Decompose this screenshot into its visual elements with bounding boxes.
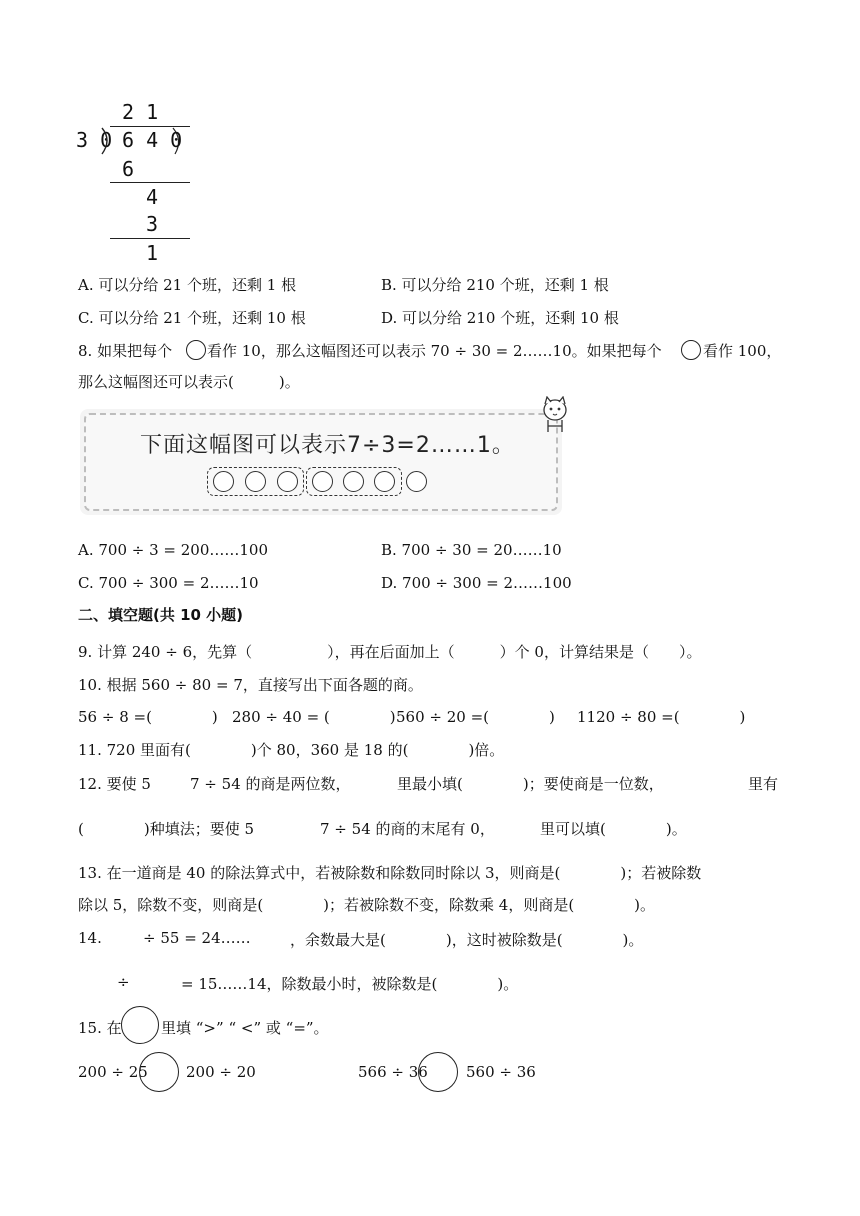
q8-option-d: D. 700 ÷ 300 = 2……100 [381,574,572,592]
q8-line1-c: 看作 100， [703,342,782,360]
circle-icon [186,340,206,360]
q7-option-b: B. 可以分给 210 个班，还剩 1 根 [381,276,609,294]
q10-text: 10. 根据 560 ÷ 80 = 7，直接写出下面各题的商。 [78,676,423,694]
division-step: 1 [146,241,159,265]
circle-icon [681,340,701,360]
circle-icon [406,471,427,492]
cartoon-cat-icon [538,396,572,436]
answer-circle[interactable] [418,1052,458,1092]
q8-line2: 那么这幅图还可以表示( )。 [78,373,300,391]
division-step: 3 [146,212,159,236]
answer-circle[interactable] [139,1052,179,1092]
q13-line2: 除以 5，除数不变，则商是( )；若被除数不变，除数乘 4，则商是( )。 [78,896,656,914]
circle-icon [312,471,333,492]
q12-l1b: 7 ÷ 54 的商是两位数， [190,775,351,793]
circle-icon [343,471,364,492]
q12-l1c: 里最小填( )；要使商是一位数， [397,775,664,793]
circle-icon [277,471,298,492]
q11: 11. 720 里面有( )个 80，360 是 18 的( )倍。 [78,741,505,759]
q15-right-a: 566 ÷ 36 [358,1063,428,1081]
division-step: 6 [122,157,135,181]
q12-l1d: 里有 [748,775,779,793]
q8-option-a: A. 700 ÷ 3 = 200……100 [78,541,269,559]
q7-option-a: A. 可以分给 21 个班，还剩 1 根 [78,276,297,294]
circle-icon [213,471,234,492]
q15-text-b: 里填 “>” “ <” 或 “=”。 [161,1019,329,1037]
q14-l2b: = 15……14，除数最小时，被除数是( )。 [181,975,519,993]
q15-text-a: 15. 在 [78,1019,122,1037]
q15-left-a: 200 ÷ 25 [78,1063,148,1081]
q14-l1b: ÷ 55 = 24…… [143,929,251,947]
q8-option-b: B. 700 ÷ 30 = 20……10 [381,541,562,559]
picture-caption: 下面这幅图可以表示7÷3=2……1。 [140,433,515,458]
q9: 9. 计算 240 ÷ 6，先算（ ），再在后面加上（ ）个 0，计算结果是（ ）。 [78,643,702,661]
division-bracket [100,126,114,156]
q10-item: 56 ÷ 8 =( ) [78,708,218,726]
division-line [110,238,190,239]
q14-l2a: ÷ [117,973,130,991]
q8-option-c: C. 700 ÷ 300 = 2……10 [78,574,259,592]
division-line [110,182,190,183]
q12-l2c: 里可以填( )。 [540,820,687,838]
q15-right-b: 560 ÷ 36 [466,1063,536,1081]
q8-line1-a: 8. 如果把每个 [78,342,173,360]
q10-item: 280 ÷ 40 = ( ) [232,708,396,726]
q10-item: 1120 ÷ 80 =( ) [577,708,746,726]
section-title: 二、填空题(共 10 小题) [78,606,244,624]
q8-line1-b: 看作 10，那么这幅图还可以表示 70 ÷ 30 = 2……10。如果把每个 [207,342,662,360]
q15-left-b: 200 ÷ 20 [186,1063,256,1081]
q10-item: 560 ÷ 20 =( ) [396,708,555,726]
circle-icon [374,471,395,492]
quotient: 2 1 [122,100,159,124]
q12-l1a: 12. 要使 5 [78,775,151,793]
q12-l2a: ( )种填法；要使 5 [78,820,255,838]
q7-option-d: D. 可以分给 210 个班，还剩 10 根 [381,309,619,327]
dividend: 6 4 0 [122,128,183,152]
q14-l1c: ，余数最大是( )，这时被除数是( )。 [290,931,644,949]
circle-icon [121,1006,159,1044]
q12-l2b: 7 ÷ 54 的商的末尾有 0， [320,820,495,838]
q13-line1: 13. 在一道商是 40 的除法算式中，若被除数和除数同时除以 3，则商是( )；若被除数 [78,864,702,882]
circle-icon [245,471,266,492]
division-step: 4 [146,185,159,209]
q7-option-c: C. 可以分给 21 个班，还剩 10 根 [78,309,306,327]
divisor: 3 0 [76,128,113,152]
q14-l1a: 14. [78,929,102,947]
